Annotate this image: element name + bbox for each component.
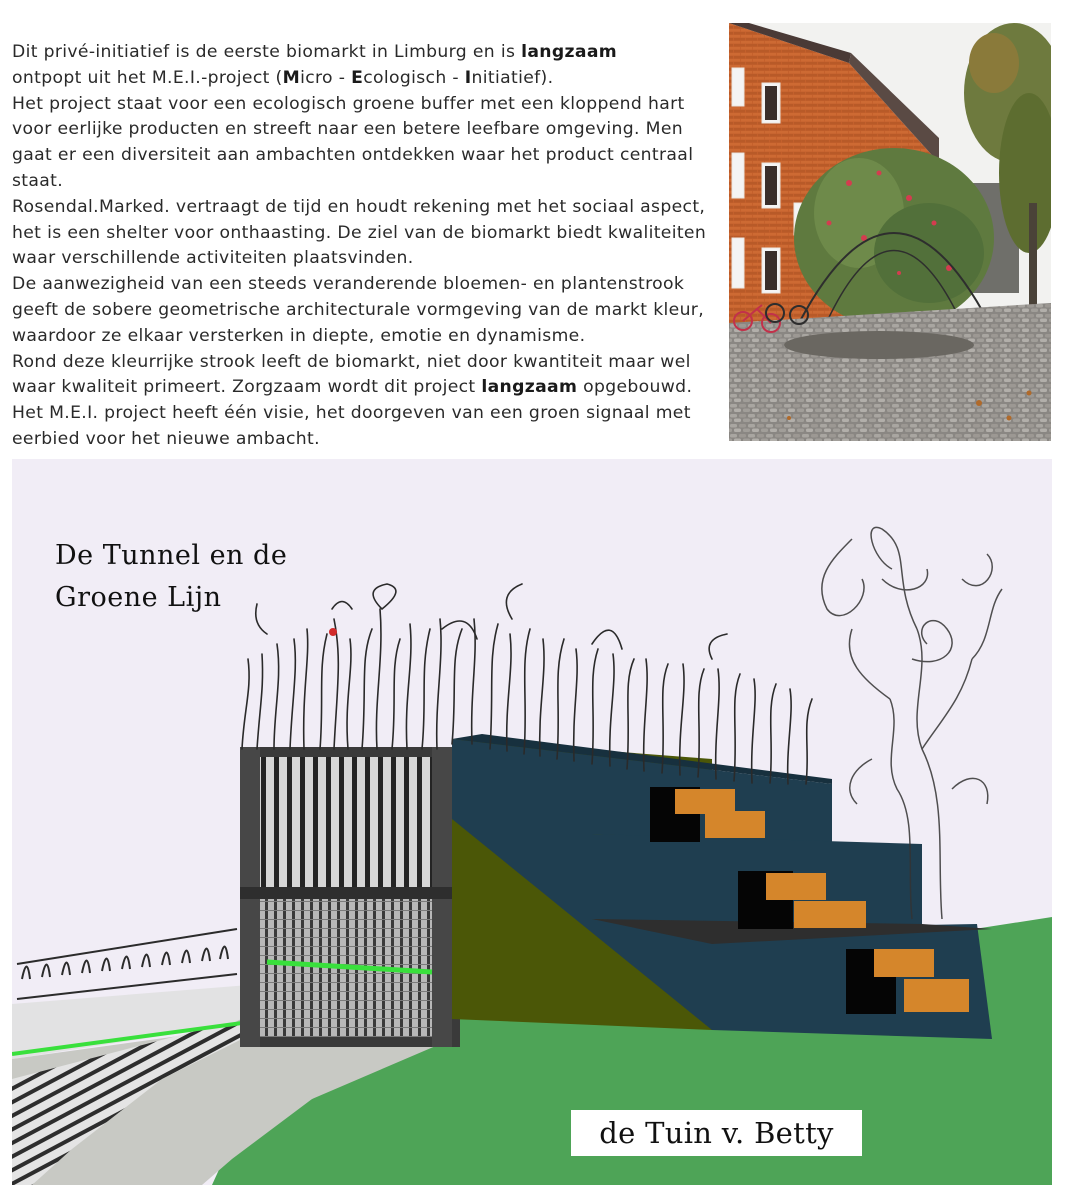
courtyard-photo — [729, 23, 1051, 441]
scene-title-line-2: Groene Lijn — [55, 582, 222, 613]
paragraph-5: De aanwezigheid van een steeds veranderende bloemen- en plantenstrook geeft de sobere geometrische architecturale vormgeving van de markt kleur, waardoor ze elkaar versterken in diepte, emotie en dynamisme. — [12, 274, 705, 346]
tunnel — [240, 747, 460, 1047]
scene-title — [55, 535, 287, 619]
scene-title-line-1: De Tunnel en de — [55, 540, 288, 571]
paragraph-2: ontpopt uit het M.E.I.-project (Micro - Ecologisch - Initiatief). — [12, 67, 554, 88]
paragraph-4: Rosendal.Marked. vertraagt de tijd en houdt rekening met het sociaal aspect, het is een shelter voor onthaasting. De ziel van de biomarkt biedt kwaliteiten waar verschillende activiteiten plaatsvinden. — [12, 196, 707, 269]
paragraph-6: Rond deze kleurrijke strook leeft de biomarkt, niet door kwantiteit maar wel waar kwaliteit primeert. Zorgzaam wordt dit project langzaam opgebouwd. — [12, 351, 693, 398]
paragraph-1: Dit privé-initiatief is de eerste biomarkt in Limburg en is langzaam — [12, 42, 618, 62]
paragraph-3: Het project staat voor een ecologisch groene buffer met een kloppend hart voor eerlijke producten en streeft naar een betere leefbare omgeving. Men gaat er een diversiteit aan ambachten ontdekken waar het product centraal staat. — [12, 93, 694, 191]
description-text — [12, 40, 724, 453]
red-flower — [329, 628, 337, 636]
paragraph-7: Het M.E.I. project heeft één visie, het doorgeven van een groen signaal met eerbied voor het nieuwe ambacht. — [12, 403, 691, 449]
garden-label: de Tuin v. Betty — [571, 1110, 862, 1156]
